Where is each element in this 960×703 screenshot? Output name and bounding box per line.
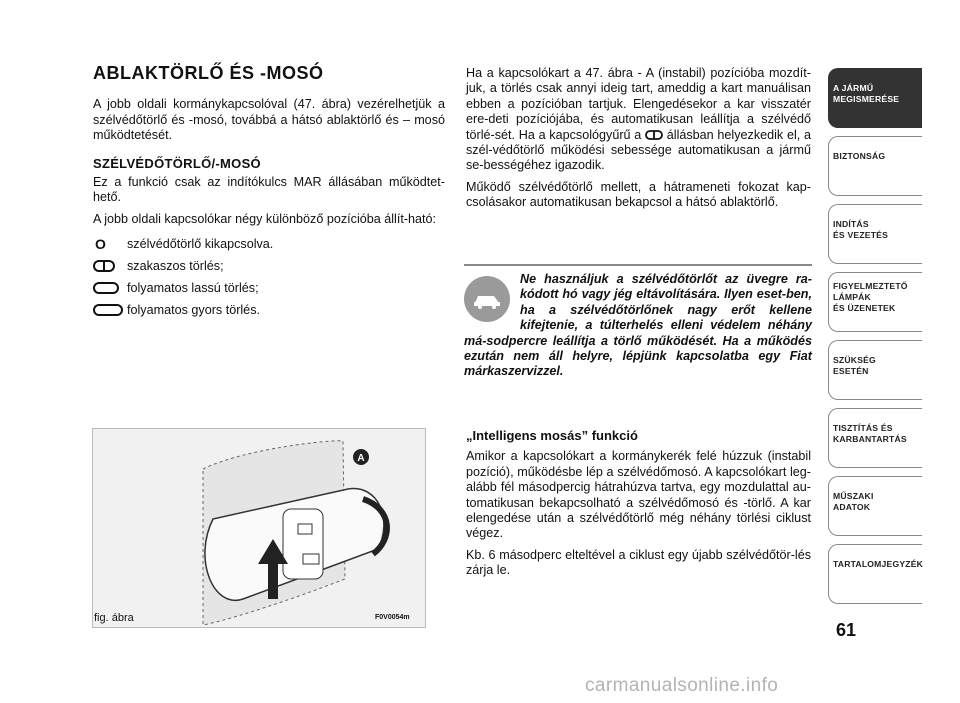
paragraph: Ez a funkció csak az indítókulcs MAR állásában működtet-hető. — [93, 175, 445, 205]
list-item — [93, 255, 445, 277]
position-list — [93, 233, 445, 321]
list-item-label: folyamatos gyors törlés. — [127, 302, 260, 317]
intelligent-wash-section — [466, 428, 811, 585]
figure-marker: A — [357, 453, 365, 464]
fast-symbol-icon — [93, 304, 127, 316]
paragraph: Ha a kapcsolókart a 47. ábra - A (instabil) pozícióba mozdít-juk, a törlés csak annyi ideig tart, ameddig a kart manuálisan ebben a pozícióban tartjuk. Elengedésekor a kar visszatér ere-deti pozíciójába, és automatikusan leállítja a szélvédő törlé-sét. Ha a kapcsológyűrű a állásban helyezkedik el, a szél-védőtörlő működési sebessége automatikusan a jármű se-bességéhez igazodik. — [466, 66, 812, 173]
figure-caption: fig. ábra — [94, 612, 134, 624]
paragraph: Működő szélvédőtörlő mellett, a hátrameneti fokozat kap-csolásakor automatikusan bekapcsol a hátsó ablaktörlő. — [466, 179, 811, 210]
section-title: ABLAKTÖRLŐ ÉS -MOSÓ — [93, 63, 324, 83]
watermark: carmanualsonline.info — [585, 675, 779, 696]
paragraph: Amikor a kapcsolókart a kormánykerék felé húzzuk (instabil pozíció), működésbe lép a szélvédőmosó. A kapcsolókart leg-alább fél másodpercig hátrahúzva tartva, egy mozdulattal au-tomatikusan bekapcsolható a szélvédőmosó és -törlő. A kar elengedése után a szélvédőtörlő még néhány törlési ciklust végez. — [466, 449, 811, 541]
right-column — [466, 66, 811, 217]
warning-box — [464, 264, 812, 380]
sidebar-item-driving[interactable]: INDÍTÁS ÉS VEZETÉS — [828, 204, 922, 264]
list-item — [93, 233, 445, 255]
chapter-sidebar — [828, 68, 960, 612]
sidebar-item-emergency[interactable]: SZÜKSÉG ESETÉN — [828, 340, 922, 400]
paragraph: Kb. 6 másodperc elteltével a ciklust egy újabb szélvédőtör-lés zárja le. — [466, 547, 811, 578]
slow-symbol-icon — [93, 282, 127, 294]
intro-paragraph: A jobb oldali kormánykapcsolóval (47. ábra) vezérelhetjük a szélvédőtörlő és -mosó, továbbá a hátsó ablaktörlő és – mosó működtetését. — [93, 97, 445, 143]
car-warning-icon — [464, 276, 510, 322]
sidebar-item-tech-data[interactable]: MŰSZAKI ADATOK — [828, 476, 922, 536]
list-item-label: szélvédőtörlő kikapcsolva. — [127, 236, 274, 251]
sidebar-item-vehicle[interactable]: A JÁRMŰ MEGISMERÉSE — [828, 68, 922, 128]
page-number: 61 — [836, 620, 857, 640]
sidebar-item-maintenance[interactable]: TISZTÍTÁS ÉS KARBANTARTÁS — [828, 408, 922, 468]
warning-text: Ne használjuk a szélvédőtörlőt az üvegre ra-kódott hó vagy jég eltávolítására. Ilyen eset-ben, ha a szélvédőtörlőnek nagy erőt kellene kifejtenie, a túlterhelés elleni védelem néhány má-sodpercre leállítja a törlő működését. Ha a működés ezután nem áll helyre, lépjünk kapcsolatba egy Fiat márkaszervizzel. — [464, 272, 812, 379]
list-item-label: folyamatos lassú törlés; — [127, 280, 259, 295]
subsection-title: SZÉLVÉDŐTÖRLŐ/-MOSÓ — [93, 155, 261, 171]
left-column — [93, 63, 445, 321]
list-item-label: szakaszos törlés; — [127, 258, 224, 273]
paragraph: A jobb oldali kapcsolókar négy különböző pozícióba állít-ható: — [93, 211, 437, 226]
wiper-lever-figure — [92, 428, 426, 628]
sidebar-item-warnings[interactable]: FIGYELMEZTETŐ LÁMPÁK ÉS ÜZENETEK — [828, 272, 922, 332]
subsection-title: „Intelligens mosás” funkció — [466, 428, 638, 443]
sidebar-item-safety[interactable]: BIZTONSÁG — [828, 136, 922, 196]
figure-code: F0V0054m — [375, 614, 410, 621]
list-item — [93, 277, 445, 299]
intermittent-symbol-icon — [93, 260, 127, 272]
intermittent-symbol-icon — [645, 130, 663, 140]
sidebar-item-contents[interactable]: TARTALOMJEGYZÉK — [828, 544, 922, 604]
off-symbol-icon: O — [95, 235, 106, 252]
list-item — [93, 299, 445, 321]
